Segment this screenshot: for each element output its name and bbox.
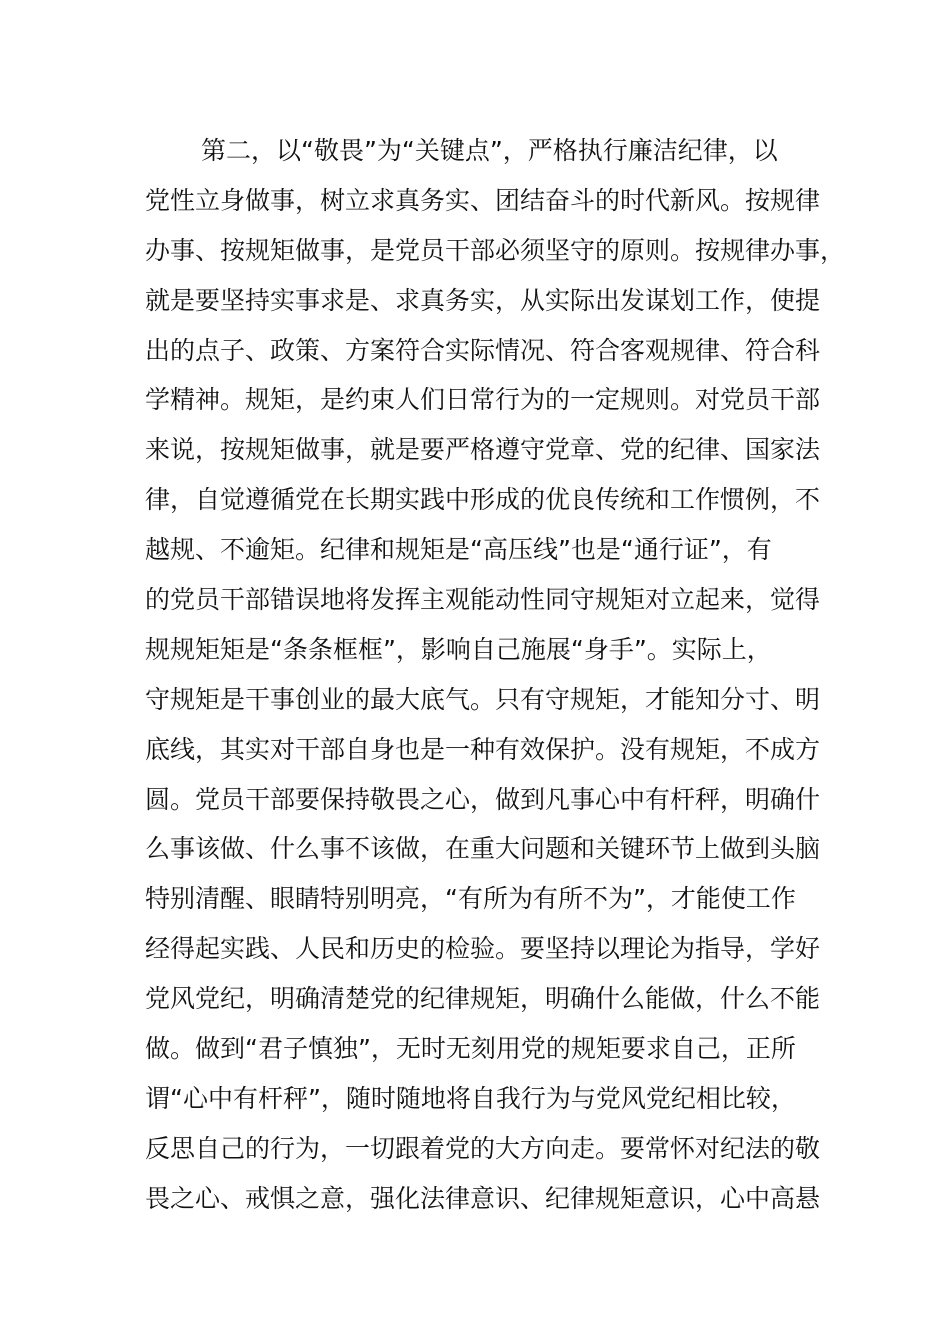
text-line: 畏之心、戒惧之意，强化法律意识、纪律规矩意识，心中高悬 [145,1183,821,1213]
text-line: 党性立身做事，树立求真务实、团结奋斗的时代新风。按规律 [145,185,821,215]
text-line: 第二，以“敬畏”为“关键点”，严格执行廉洁纪律，以 [201,136,778,165]
text-line: 反思自己的行为，一切跟着党的大方向走。要常怀对纪法的敬 [145,1133,821,1163]
text-line: 党风党纪，明确清楚党的纪律规矩，明确什么能做，什么不能 [145,984,821,1014]
text-line: 律，自觉遵循党在长期实践中形成的优良传统和工作惯例，不 [145,485,821,515]
text-line: 办事、按规矩做事，是党员干部必须坚守的原则。按规律办事， [145,235,846,265]
text-line: 出的点子、政策、方案符合实际情况、符合客观规律、符合科 [145,335,821,365]
text-line: 就是要坚持实事求是、求真务实，从实际出发谋划工作，使提 [145,285,821,315]
text-line: 圆。党员干部要保持敬畏之心，做到凡事心中有杆秤，明确什 [145,784,821,814]
text-line: 守规矩是干事创业的最大底气。只有守规矩，才能知分寸、明 [145,684,821,714]
text-line: 的党员干部错误地将发挥主观能动性同守规矩对立起来，觉得 [145,585,821,615]
text-line: 越规、不逾矩。纪律和规矩是“高压线”也是“通行证”，有 [145,535,772,565]
text-line: 谓“心中有杆秤”，随时随地将自我行为与党风党纪相比较， [145,1083,796,1113]
text-line: 特别清醒、眼睛特别明亮，“有所为有所不为”，才能使工作 [145,884,796,914]
text-line: 经得起实践、人民和历史的检验。要坚持以理论为指导，学好 [145,934,821,964]
text-line: 做。做到“君子慎独”，无时无刻用党的规矩要求自己，正所 [145,1034,796,1064]
text-line: 规规矩矩是“条条框框”，影响自己施展“身手”。实际上， [145,634,772,664]
text-line: 来说，按规矩做事，就是要严格遵守党章、党的纪律、国家法 [145,435,821,465]
text-line: 学精神。规矩，是约束人们日常行为的一定规则。对党员干部 [145,385,821,415]
text-line: 么事该做、什么事不该做，在重大问题和关键环节上做到头脑 [145,834,821,864]
text-line: 底线，其实对干部自身也是一种有效保护。没有规矩，不成方 [145,734,821,764]
body-text [145,126,846,1224]
